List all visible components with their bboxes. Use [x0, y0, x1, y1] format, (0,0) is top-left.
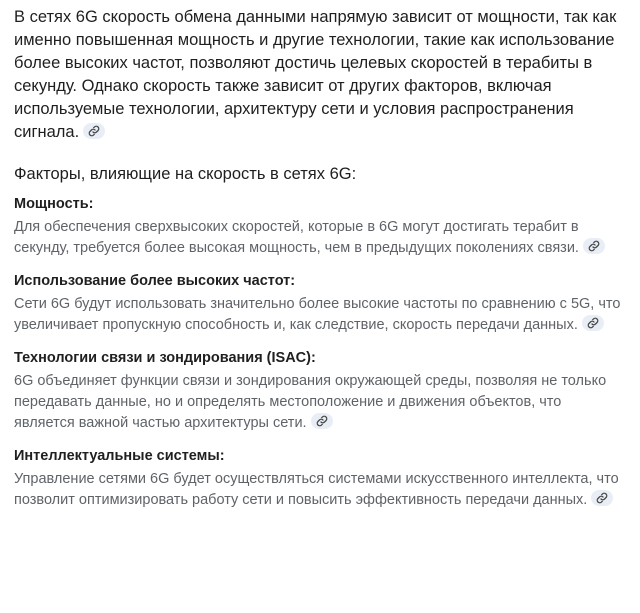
factor-body-text: Сети 6G будут использовать значительно более высокие частоты по сравнению с 5G, что увеличивает пропускную способность и, как следствие, скорость передачи данных. — [14, 296, 621, 333]
factor-title: Интеллектуальные системы: — [14, 448, 225, 464]
link-icon — [596, 492, 608, 504]
factor-title: Технологии связи и зондирования (ISAC): — [14, 350, 316, 366]
factor-body — [14, 469, 626, 511]
intro-paragraph — [14, 6, 626, 144]
link-icon — [88, 125, 100, 137]
link-icon — [588, 240, 600, 252]
factors-heading: Факторы, влияющие на скорость в сетях 6G: — [14, 165, 357, 183]
factor-body — [14, 217, 626, 259]
factor-title: Использование более высоких частот: — [14, 273, 296, 289]
source-link-chip[interactable] — [83, 123, 105, 139]
factor-body-text: Для обеспечения сверхвысоких скоростей, которые в 6G могут достигать терабит в секунду, требуется более высокая мощность, чем в предыдущих поколениях связи. — [14, 219, 579, 256]
source-link-chip[interactable] — [583, 238, 605, 254]
source-link-chip[interactable] — [582, 315, 604, 331]
link-icon — [316, 415, 328, 427]
factor-title: Мощность: — [14, 196, 94, 212]
factor-body-text: 6G объединяет функции связи и зондирования окружающей среды, позволяя не только передавать данные, но и определять местоположение и движения объектов, что является важной частью архитектуры сети. — [14, 373, 607, 431]
factor-section — [14, 271, 626, 336]
source-link-chip[interactable] — [591, 490, 613, 506]
factor-section — [14, 446, 626, 511]
factor-body-text: Управление сетями 6G будет осуществляться системами искусственного интеллекта, что позволит оптимизировать работу сети и повысить эффективность передачи данных. — [14, 471, 619, 508]
intro-text: В сетях 6G скорость обмена данными напрямую зависит от мощности, так как именно повышенная мощность и другие технологии, такие как использование более высоких частот, позволяют достичь целевых скоростей в терабиты в секунду. Однако скорость также зависит от других факторов, включая используемые технологии, архитектуру сети и условия распространения сигнала. — [14, 8, 617, 141]
link-icon — [587, 317, 599, 329]
factor-section — [14, 194, 626, 259]
factor-section — [14, 348, 626, 434]
factor-body — [14, 294, 626, 336]
factor-body — [14, 371, 626, 434]
source-link-chip[interactable] — [311, 413, 333, 429]
